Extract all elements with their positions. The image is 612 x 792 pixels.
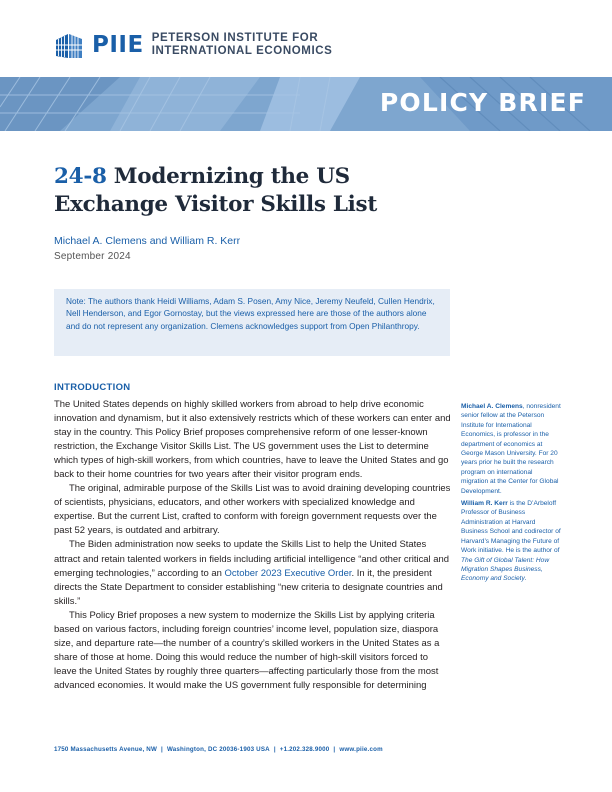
bio-clemens [461, 402, 561, 496]
piie-building-icon [54, 30, 84, 60]
footer-separator: | [273, 746, 276, 753]
footer-contact [54, 746, 383, 753]
author-line: Michael A. Clemens and William R. Kerr [54, 235, 241, 247]
org-name-line2: INTERNATIONAL ECONOMICS [151, 45, 333, 57]
document-type-label: POLICY BRIEF [379, 88, 586, 117]
bio-kerr-name: William R. Kerr [461, 500, 508, 508]
organization-name [152, 32, 333, 58]
bio-kerr-text: is the D’Arbeloff Professor of Business Administration at Harvard Business School and codirector of Harvard’s Managing the Future of Work initiative. He is the author of [461, 500, 561, 555]
org-name-line1: PETERSON INSTITUTE FOR [151, 32, 319, 44]
publication-date: September 2024 [54, 251, 131, 262]
bio-kerr-end: . [524, 575, 527, 583]
brief-title: Modernizing the US Exchange Visitor Skills List [54, 164, 377, 217]
bio-kerr [461, 499, 561, 584]
footer-city: Washington, DC 20036-1903 USA [166, 746, 270, 753]
bio-clemens-text: , nonresident senior fellow at the Peterson Institute for International Economics, is professor in the department of economics at George Mason University. For 20 years prior he built the research program on international migration at the Center for Global Development. [461, 403, 561, 495]
section-heading-introduction: INTRODUCTION [54, 382, 131, 393]
body-paragraph-1: The United States depends on highly skilled workers from abroad to help drive economic innovation and dynamism, but it also extensively restricts which of these workers can enter and stay in the country. This Policy Brief proposes comprehensive reform of one lesser-known restriction, the Exchange Visitor Skills List. The US government uses the List to determine which types of high-skill workers, from which countries, have to leave the United States and go back to their home countries for two years after their visitor program ends. [54, 399, 451, 481]
footer-phone: +1.202.328.9000 [279, 746, 330, 753]
policy-brief-banner [0, 77, 612, 131]
paragraph-3-text-start: The Biden administration now seeks to update the Skills List to help the United States attract and retain talented workers in fields including artificial intelligence “and other critical and emerging technologies,” according to an [54, 539, 450, 579]
executive-order-link[interactable]: October 2023 Executive Order [224, 567, 352, 579]
note-text: Note: The authors thank Heidi Williams, Adam S. Posen, Amy Nice, Jeremy Neufeld, Cullen Hendrix, Nell Henderson, and Egor Gornostay, but the views expressed here are those of the authors alone and do not represent any organization. Clemens acknowledges support from Open Philanthropy. [66, 296, 435, 331]
acknowledgement-note [54, 289, 450, 356]
bio-clemens-name: Michael A. Clemens [461, 403, 523, 410]
page-title [54, 163, 454, 219]
body-text [54, 398, 452, 693]
brief-number: 24-8 [54, 164, 107, 189]
footer-website-link[interactable]: www.piie.com [339, 746, 383, 753]
paragraph-3-text-end: . In it, the president directs the State Department to consider establishing “new criteria to designate countries and skills.” [54, 567, 443, 607]
bio-kerr-book-title: The Gift of Global Talent: How Migration Shapes Business, Economy and Society [461, 556, 550, 583]
footer-separator: | [161, 746, 163, 753]
footer-separator: | [333, 746, 336, 753]
body-paragraph-2: The original, admirable purpose of the Skills List was to avoid draining developing countries of scientists, physicians, educators, and other workers with specialized knowledge and expertise. But the current List, crafted to conform with foreign government requests over the past 52 years, is outdated and arbitrary. [54, 483, 451, 537]
footer-address: 1750 Massachusetts Avenue, NW [54, 746, 158, 753]
author-bios-sidebar [461, 402, 561, 584]
body-paragraph-4: This Policy Brief proposes a new system to modernize the Skills List by applying criteria based on various factors, including foreign countries’ income level, population size, diaspora size, and departure rate—the number of a country’s skilled workers in the United States as a share of those at home. Doing this would reduce the number of high-skill visitors forced to leave the United States by roughly three quarters—affecting particularly those from the most advanced economies. It would make the US government fully responsible for determining [54, 609, 440, 691]
piie-logo[interactable] [54, 30, 332, 60]
body-paragraph-3 [54, 538, 452, 608]
logo-abbrev: PIIE [92, 32, 144, 58]
